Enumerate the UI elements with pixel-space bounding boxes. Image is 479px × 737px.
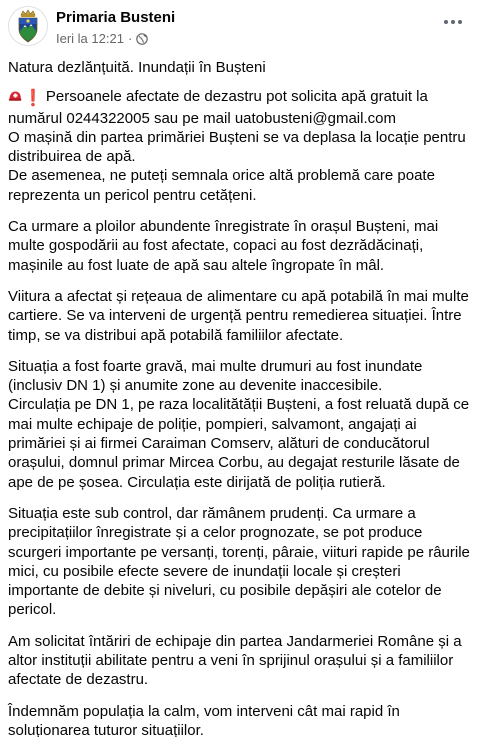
post-paragraph: Viitura a afectat și rețeaua de alimentare cu apă potabilă în mai multe cartiere. Se va interveni de urgență pentru remedierea situației. Între timp, se va distribui apă potabilă familiilor afectate. [8,287,469,344]
post-paragraph: Am solicitat întăriri de echipaje din partea Jandarmeriei Române și a altor instituții abilitate pentru a veni în sprijinul orașului și a familiilor afectate de dezastru. [8,632,462,689]
more-options-button[interactable] [441,12,465,32]
post-header [0,0,479,56]
paragraph-text: Persoanele afectate de dezastru pot solicita apă gratuit la numărul 0244322005 sau pe mail uatobusteni@gmail.com O mașină din partea primăriei Bușteni se va deplasa la locație pentru distribuirea de apă. De asemenea, ne puteți semnala orice altă problemă care poate reprezenta un pericol pentru cetățeni. [8,88,466,204]
post-paragraph: Îndemnăm populația la calm, vom interveni cât mai rapid în soluționarea tuturor situațiilor. [8,702,400,737]
post-timestamp[interactable]: Ieri la 12:21 [56,31,124,46]
rescue-helmet-icon [8,89,22,103]
post-paragraph [8,87,471,205]
meta-separator: · [127,31,133,46]
post-paragraph: Situația este sub control, dar rămânem prudenți. Ca urmare a precipitațiilor înregistrate și a celor prognozate, se pot produce scurgeri importante pe versanți, torenți, pâraie, viituri rapide pe râurile mici, cu posibile efecte severe de inundații locale și creșteri importante de debite și niveluri, cu posibile depășiri ale cotelor de pericol. [8,504,470,619]
page-name[interactable]: Primaria Busteni [56,9,176,26]
post-paragraph: Situația a fost foarte gravă, mai multe drumuri au fost inundate (inclusiv DN 1) și anumite zone au devenite inaccesibile. Circulația pe DN 1, pe raza localitătății Bușteni, a fost reluată după ce mai multe echipaje de poliție, pompieri, salvamont, angajați ai primăriei și ai firmei Caraiman Comserv, alături de conducătorul orașului, domnul primar Mircea Corbu, au degajat resturile lăsate de ape de pe șosea. Circulația este dirijată de poliția rutieră. [8,357,470,491]
page-avatar[interactable] [8,6,48,46]
post-title: Natura dezlănțuită. Inundații în Bușteni [8,59,266,76]
more-horizontal-icon [444,20,462,24]
post-meta [56,31,148,46]
coat-of-arms-icon [9,7,47,45]
globe-icon[interactable] [136,33,148,45]
red-exclamation-icon: ❗ [23,90,43,108]
post-content [8,58,471,737]
post-paragraph: Ca urmare a ploilor abundente înregistrate în orașul Bușteni, mai multe gospodării au fost afectate, copaci au fost dezrădăcinați, mașinile au fost luate de apă sau altele îngropate în mâl. [8,218,439,274]
